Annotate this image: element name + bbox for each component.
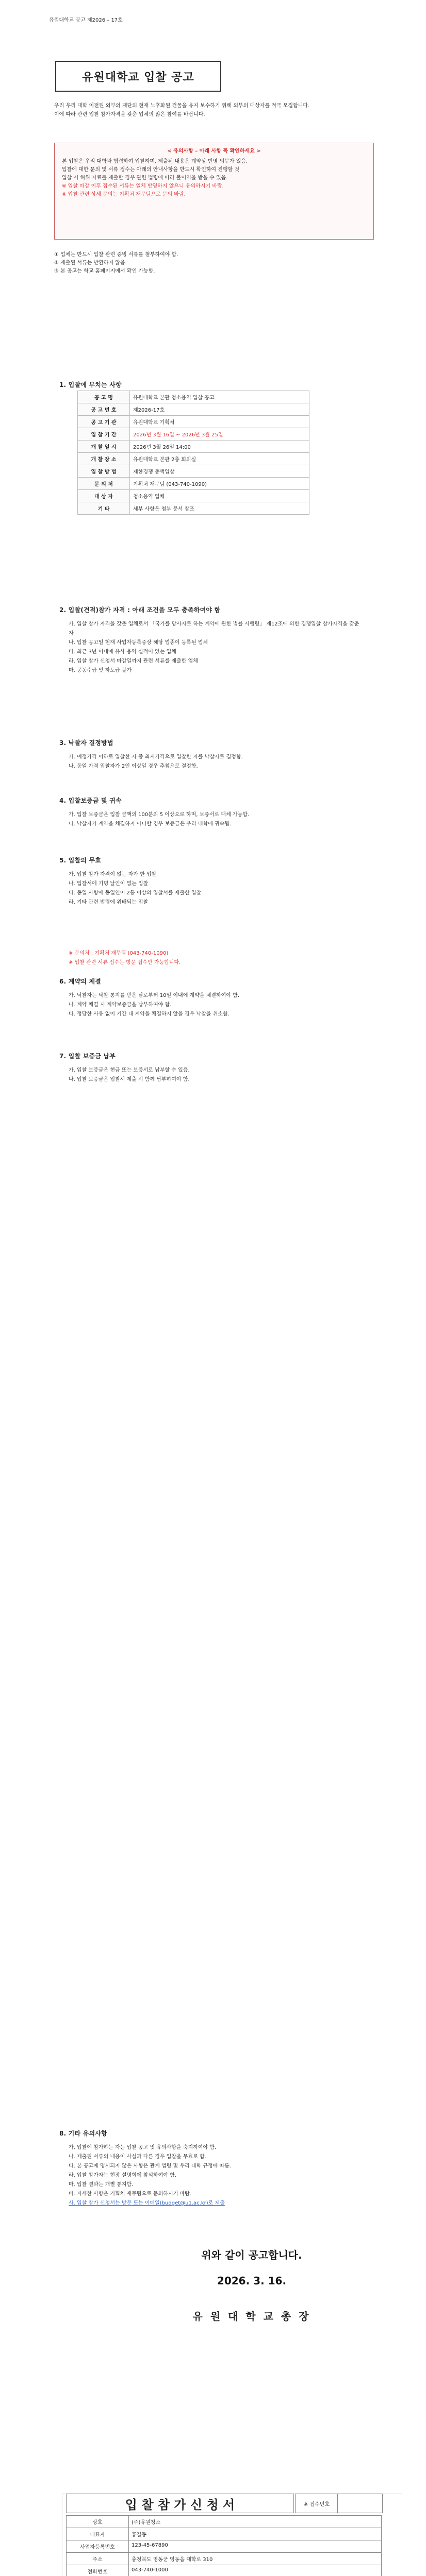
table-label: 공 고 기 관 — [78, 416, 130, 428]
table-row — [78, 391, 309, 403]
table-value: 제한경쟁 총액입찰 — [130, 465, 309, 478]
body-line: 가. 입찰 참가 자격이 없는 자가 한 입찰 — [69, 872, 157, 877]
body-line: 나. 동일 가격 입찰자가 2인 이상일 경우 추첨으로 결정함. — [69, 764, 198, 769]
section-body — [69, 620, 363, 675]
closing-notice: 위와 같이 공고합니다. — [201, 2249, 302, 2261]
table-label: 입 찰 기 간 — [78, 428, 130, 440]
receipt-number-box — [337, 2494, 383, 2513]
note-item: ① 업체는 반드시 입찰 관련 증빙 서류를 첨부하여야 함. — [54, 252, 178, 258]
form-value: 홍길동 — [129, 2528, 382, 2540]
body-line: 다. 본 공고에 명시되지 않은 사항은 관계 법령 및 우리 대학 규정에 따름. — [69, 2163, 231, 2169]
email-line[interactable]: 사. 입찰 참가 신청서는 방문 또는 이메일(budget@u1.ac.kr)로 제출 — [69, 2200, 225, 2206]
page-title: 유원대학교 입찰 공고 — [55, 61, 221, 92]
notice-line: ※ 입찰 마감 이후 접수된 서류는 일체 반영하지 않으니 유의하시기 바람. — [62, 183, 224, 189]
body-line: 가. 입찰 참가 자격을 갖춘 업체로서 「국가를 당사자로 하는 계약에 관한 법률 시행령」 제12조에 의한 경쟁입찰 참가자격을 갖춘 자 — [69, 621, 359, 636]
notice-title: < 유의사항 – 아래 사항 꼭 확인하세요 > — [167, 148, 261, 154]
table-value: 청소용역 업체 — [130, 490, 309, 502]
table-label: 공 고 번 호 — [78, 403, 130, 416]
notice-box — [54, 143, 374, 240]
announcement-table — [77, 391, 309, 515]
section-title: 6. 계약의 체결 — [59, 978, 102, 985]
body-line: 나. 입찰서에 기명 날인이 없는 입찰 — [69, 881, 149, 887]
body-line: 나. 계약 체결 시 계약보증금을 납부하여야 함. — [69, 1002, 172, 1008]
section-title: 4. 입찰보증금 및 귀속 — [59, 797, 122, 804]
section-body — [69, 870, 363, 907]
section-title: 2. 입찰(견적)참가 자격 : 아래 조건을 모두 충족하여야 함 — [59, 606, 221, 614]
body-line: 나. 제출된 서류의 내용이 사실과 다른 경우 입찰을 무효로 함. — [69, 2154, 206, 2160]
table-value: 유원대학교 본관 청소용역 입찰 공고 — [130, 391, 309, 403]
table-row — [67, 2516, 382, 2528]
notice-line: 입찰 시 허위 자료를 제출할 경우 관련 법령에 따라 불이익을 받을 수 있음. — [62, 175, 228, 181]
table-label: 개 찰 장 소 — [78, 453, 130, 465]
section-title: 5. 입찰의 무효 — [59, 857, 102, 864]
announcement-document — [39, 0, 387, 2494]
body-line: 라. 입찰 참가 신청서 마감일까지 관련 서류를 제출한 업체 — [69, 658, 198, 664]
intro-text — [54, 101, 374, 119]
intro-line: 이에 따라 관련 입찰 참가자격을 갖춘 업체의 많은 참여를 바랍니다. — [54, 112, 205, 117]
closing-date: 2026. 3. 16. — [217, 2275, 287, 2287]
table-row — [78, 478, 309, 490]
body-line: 마. 입찰 결과는 개별 통지함. — [69, 2182, 134, 2188]
body-line: 라. 기타 관련 법령에 위배되는 입찰 — [69, 900, 149, 905]
section-body — [69, 810, 363, 829]
table-row — [78, 502, 309, 515]
body-line: 다. 동일 사항에 동일인이 2통 이상의 입찰서를 제출한 입찰 — [69, 890, 202, 896]
section-body — [69, 753, 363, 771]
body-line — [69, 2199, 363, 2208]
form-value: 충청북도 영동군 영동읍 대학로 310 — [129, 2553, 382, 2565]
section-body — [69, 991, 363, 1019]
table-row — [78, 490, 309, 502]
form-label: 사업자등록번호 — [67, 2540, 129, 2553]
note-item: ② 제출된 서류는 반환하지 않음. — [54, 260, 127, 266]
table-label: 공 고 명 — [78, 391, 130, 403]
body-line: 나. 낙찰자가 계약을 체결하지 아니할 경우 보증금은 우리 대학에 귀속됨. — [69, 821, 232, 827]
table-value: 세부 사항은 첨부 문서 참조 — [130, 502, 309, 515]
form-title: 입 찰 참 가 신 청 서 — [66, 2494, 294, 2513]
application-form — [62, 2494, 402, 2576]
body-line: 바. 자세한 사항은 기획처 재무팀으로 문의하시기 바람. — [69, 2191, 191, 2197]
section-title: 3. 낙찰자 결정방법 — [59, 739, 113, 747]
red-note-line: ※ 입찰 관련 서류 접수는 방문 접수만 가능합니다. — [69, 960, 181, 965]
intro-line: 우리 우리 대학 이전된 외부의 재단의 현재 노후화된 건물을 유지 보수하기 위해 외부의 대상자를 적극 모집합니다. — [54, 103, 310, 109]
table-value: 2026년 3월 26일 14:00 — [130, 440, 309, 453]
red-note-line: ※ 문의처 : 기획처 재무팀 (043-740-1090) — [69, 951, 169, 956]
table-label: 문 의 처 — [78, 478, 130, 490]
table-label: 입 찰 방 법 — [78, 465, 130, 478]
table-value: 유원대학교 본관 2층 회의실 — [130, 453, 309, 465]
table-row — [78, 453, 309, 465]
table-row — [67, 2540, 382, 2553]
table-row — [78, 428, 309, 440]
section-title: 1. 입찰에 부치는 사항 — [59, 381, 122, 388]
table-value: 제2026-17호 — [130, 403, 309, 416]
body-line: 가. 입찰 보증금은 현금 또는 보증서로 납부할 수 있음. — [69, 1067, 190, 1073]
table-row — [67, 2528, 382, 2540]
receipt-number-label: ※ 접수번호 — [295, 2494, 338, 2513]
section-body — [69, 1066, 363, 1084]
table-label: 대 상 자 — [78, 490, 130, 502]
body-line: 가. 예정가격 이하로 입찰한 자 중 최저가격으로 입찰한 자를 낙찰자로 결정함. — [69, 754, 243, 760]
table-row — [67, 2565, 382, 2576]
closing-signature: 유 원 대 학 교 총 장 — [192, 2310, 311, 2323]
section-title: 7. 입찰 보증금 납부 — [59, 1053, 116, 1060]
body-line: 가. 입찰에 참가하는 자는 입찰 공고 및 유의사항을 숙지하여야 함. — [69, 2145, 217, 2150]
table-row — [78, 403, 309, 416]
form-value: 043-740-1000 — [129, 2565, 382, 2576]
table-label: 기 타 — [78, 502, 130, 515]
form-label: 상호 — [67, 2516, 129, 2528]
form-label: 전화번호 — [67, 2565, 129, 2576]
table-row — [78, 416, 309, 428]
body-line: 나. 입찰 보증금은 입찰서 제출 시 함께 납부하여야 함. — [69, 1077, 190, 1082]
form-table — [66, 2515, 382, 2576]
body-line: 다. 최근 3년 이내에 유사 용역 실적이 있는 업체 — [69, 649, 176, 655]
form-value: 123-45-67890 — [129, 2540, 382, 2553]
table-value: 기획처 재무팀 (043-740-1090) — [130, 478, 309, 490]
table-row — [78, 465, 309, 478]
red-notes — [69, 949, 363, 968]
table-row — [78, 440, 309, 453]
notes-list — [54, 251, 369, 276]
announcement-code: 유원대학교 공고 제2026 – 17호 — [49, 18, 123, 23]
table-value: 2026년 3월 16일 ~ 2026년 3월 25일 — [130, 428, 309, 440]
body-line: 라. 입찰 참가자는 현장 설명회에 참석하여야 함. — [69, 2173, 176, 2178]
note-item: ③ 본 공고는 학교 홈페이지에서 확인 가능함. — [54, 268, 155, 274]
section-title: 8. 기타 유의사항 — [59, 2130, 107, 2137]
body-line: 가. 입찰 보증금은 입찰 금액의 100분의 5 이상으로 하며, 보증서로 대체 가능함. — [69, 812, 250, 818]
body-line: 나. 입찰 공고일 현재 사업자등록증상 해당 업종이 등록된 업체 — [69, 640, 208, 646]
notice-line: 입찰에 대한 문의 및 서류 접수는 아래의 안내사항을 반드시 확인하여 진행할 것 — [62, 167, 240, 173]
form-value: (주)유원청소 — [129, 2516, 382, 2528]
table-label: 개 찰 일 시 — [78, 440, 130, 453]
notice-line: 본 입찰은 우리 대학과 협력하여 입찰하며, 제출된 내용은 계약상 반영 의무가 있음. — [62, 159, 248, 164]
section-body — [69, 2143, 363, 2208]
body-line: 마. 공동수급 및 하도급 불가 — [69, 668, 132, 673]
body-line: 가. 낙찰자는 낙찰 통지를 받은 날로부터 10일 이내에 계약을 체결하여야 함. — [69, 993, 240, 998]
body-line: 다. 정당한 사유 없이 기간 내 계약을 체결하지 않을 경우 낙찰을 취소함. — [69, 1011, 230, 1017]
table-row — [67, 2553, 382, 2565]
form-label: 대표자 — [67, 2528, 129, 2540]
notice-line: ※ 입찰 관련 상세 문의는 기획처 재무팀으로 문의 바람. — [62, 192, 186, 197]
table-value: 유원대학교 기획처 — [130, 416, 309, 428]
form-label: 주소 — [67, 2553, 129, 2565]
